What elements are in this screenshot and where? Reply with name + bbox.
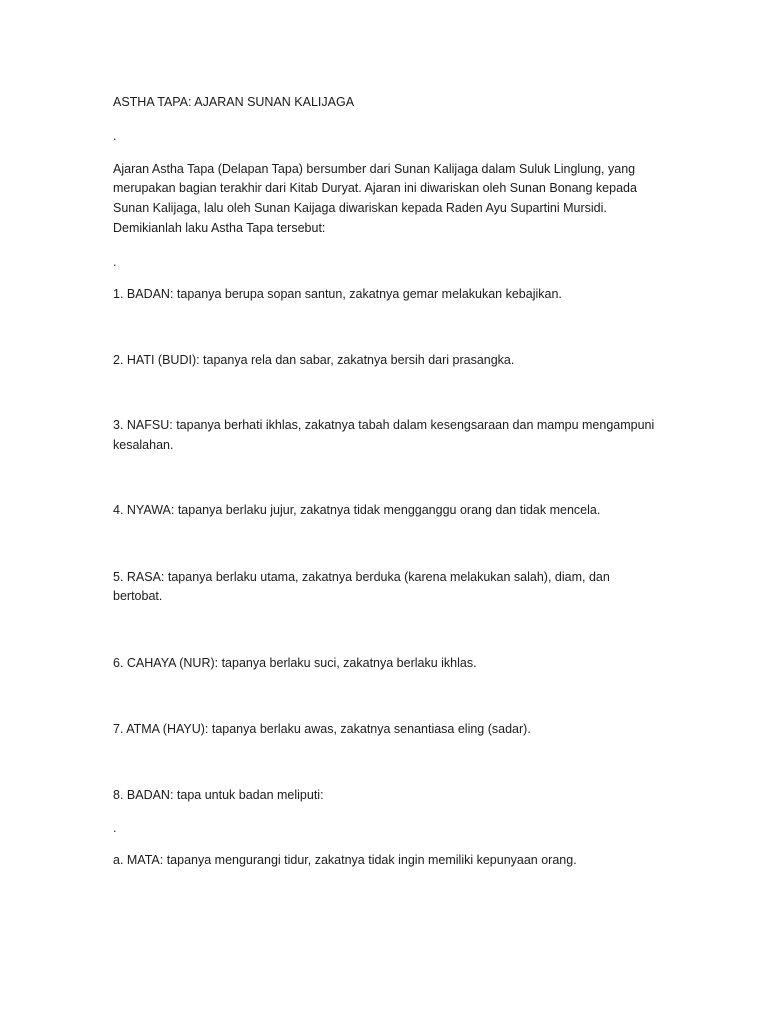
list-item: 2. HATI (BUDI): tapanya rela dan sabar, zakatnya bersih dari prasangka. — [113, 353, 515, 367]
intro-line: Ajaran Astha Tapa (Delapan Tapa) bersumber dari Sunan Kalijaga dalam Suluk Linglung, yang — [113, 162, 636, 176]
intro-line: Sunan Kalijaga, lalu oleh Sunan Kaijaga diwariskan kepada Raden Ayu Supartini Mursidi. — [113, 201, 607, 215]
list-item: 8. BADAN: tapa untuk badan meliputi: — [113, 788, 324, 802]
page-title: ASTHA TAPA: AJARAN SUNAN KALIJAGA — [113, 95, 355, 109]
list-item: 4. NYAWA: tapanya berlaku jujur, zakatnya tidak mengganggu orang dan tidak mencela. — [113, 503, 601, 517]
separator-dot: . — [113, 255, 117, 269]
list-item: 6. CAHAYA (NUR): tapanya berlaku suci, zakatnya berlaku ikhlas. — [113, 656, 477, 670]
list-item: 5. RASA: tapanya berlaku utama, zakatnya berduka (karena melakukan salah), diam, dan — [113, 570, 610, 584]
list-item: 1. BADAN: tapanya berupa sopan santun, zakatnya gemar melakukan kebajikan. — [113, 287, 562, 301]
list-item: 3. NAFSU: tapanya berhati ikhlas, zakatnya tabah dalam kesengsaraan dan mampu mengampuni — [113, 418, 655, 432]
list-item: 7. ATMA (HAYU): tapanya berlaku awas, zakatnya senantiasa eling (sadar). — [113, 722, 531, 736]
intro-line: Demikianlah laku Astha Tapa tersebut: — [113, 221, 326, 235]
list-item-continuation: bertobat. — [113, 589, 163, 603]
list-item-continuation: kesalahan. — [113, 438, 174, 452]
separator-dot: . — [113, 821, 117, 835]
intro-line: merupakan bagian terakhir dari Kitab Duryat. Ajaran ini diwariskan oleh Sunan Bonang kepada — [113, 181, 637, 195]
sub-list-item: a. MATA: tapanya mengurangi tidur, zakatnya tidak ingin memiliki kepunyaan orang. — [113, 853, 577, 867]
separator-dot: . — [113, 129, 117, 143]
